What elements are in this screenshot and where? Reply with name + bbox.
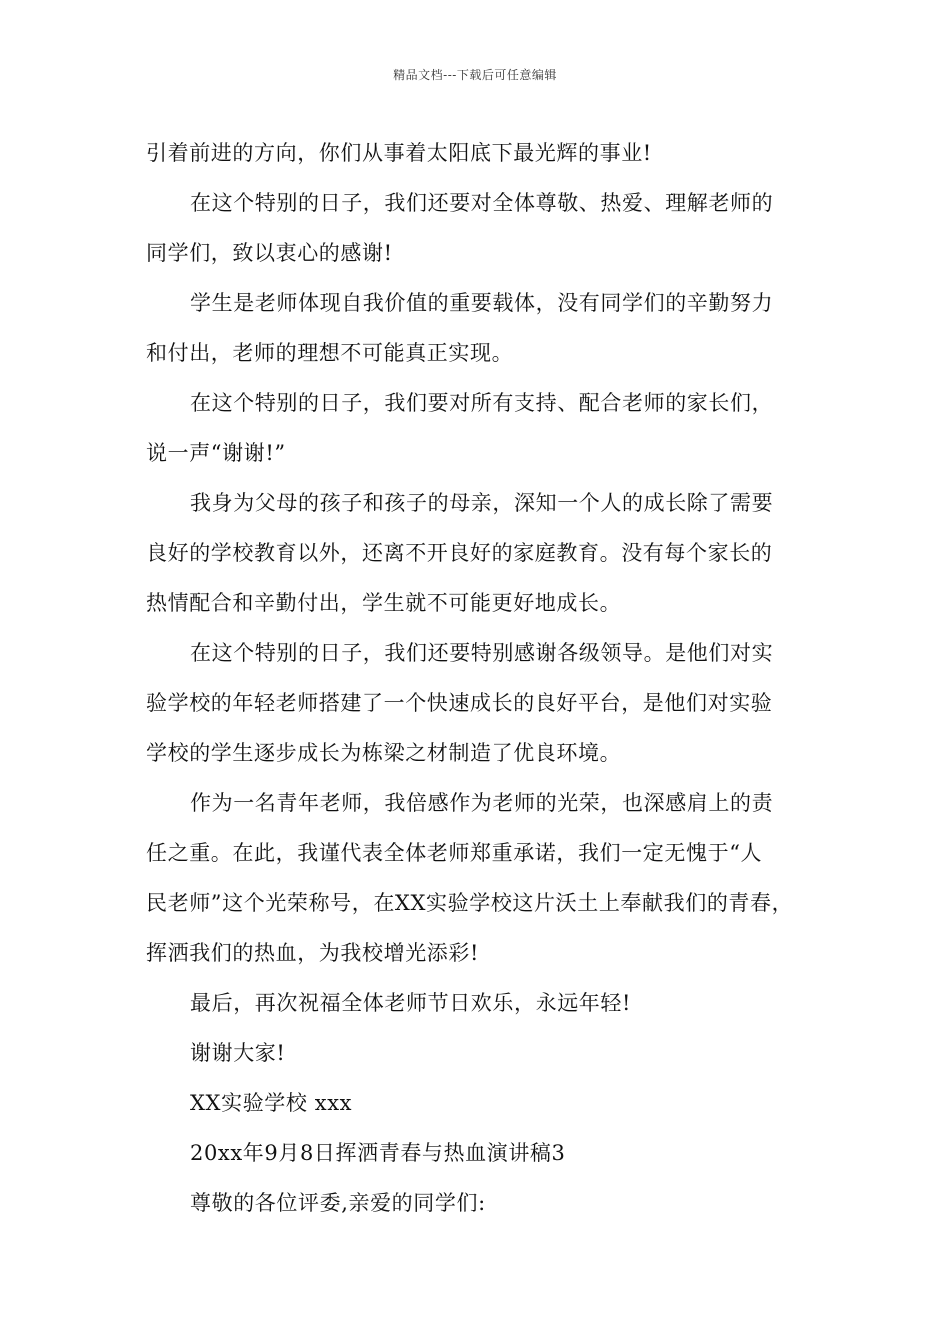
page-header: 精品文档---下载后可任意编辑: [393, 68, 557, 82]
text-line: 学生是老师体现自我价值的重要载体，没有同学们的辛勤努力: [190, 291, 774, 315]
text-line: 民老师”这个光荣称号，在XX实验学校这片沃土上奉献我们的青春，: [146, 891, 794, 915]
text-line: 说一声“谢谢!”: [146, 441, 286, 465]
text-line: 我身为父母的孩子和孩子的母亲，深知一个人的成长除了需要: [190, 491, 774, 515]
text-line: XX实验学校 xxx: [190, 1091, 353, 1115]
text-line: 和付出，老师的理想不可能真正实现。: [146, 341, 514, 365]
text-line: 最后，再次祝福全体老师节日欢乐，永远年轻!: [190, 991, 632, 1015]
document-body: [146, 128, 811, 1228]
text-line: 任之重。在此，我谨代表全体老师郑重承诺，我们一定无愧于“人: [146, 841, 763, 865]
text-line: 在这个特别的日子，我们还要特别感谢各级领导。是他们对实: [190, 641, 774, 665]
text-line: 尊敬的各位评委,亲爱的同学们:: [190, 1191, 486, 1215]
text-line: 良好的学校教育以外，还离不开良好的家庭教育。没有每个家长的: [146, 541, 773, 565]
text-line: 学校的学生逐步成长为栋梁之材制造了优良环境。: [146, 741, 622, 765]
text-line: 20xx年9月8日挥洒青春与热血演讲稿3: [190, 1141, 566, 1165]
text-line: 挥洒我们的热血，为我校增光添彩!: [146, 941, 480, 965]
text-line: 在这个特别的日子，我们要对所有支持、配合老师的家长们，: [190, 391, 774, 415]
text-line: 同学们，致以衷心的感谢!: [146, 241, 393, 265]
text-line: 验学校的年轻老师搭建了一个快速成长的良好平台，是他们对实验: [146, 691, 773, 715]
text-line: 作为一名青年老师，我倍感作为老师的光荣，也深感肩上的责: [190, 791, 774, 815]
text-line: 谢谢大家!: [190, 1041, 286, 1065]
text-line: 热情配合和辛勤付出，学生就不可能更好地成长。: [146, 591, 622, 615]
text-line: 在这个特别的日子，我们还要对全体尊敬、热爱、理解老师的: [190, 191, 774, 215]
text-line: 引着前进的方向，你们从事着太阳底下最光辉的事业!: [146, 141, 652, 165]
